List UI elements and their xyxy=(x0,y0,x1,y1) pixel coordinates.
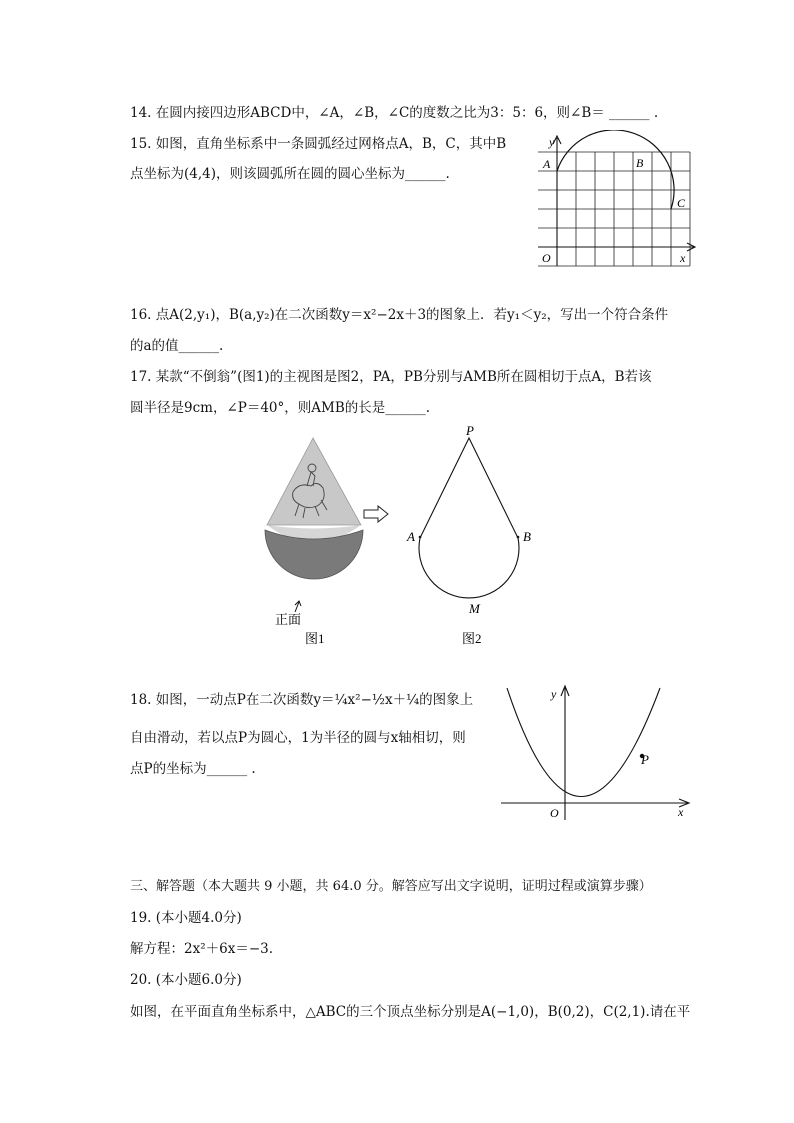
teardrop-outline xyxy=(419,438,519,598)
point-a xyxy=(419,536,422,539)
front-label: 正面 xyxy=(275,612,302,627)
q18-line2: 自由滑动，若以点P为圆心，1为半径的圆与x轴相切，则 xyxy=(130,730,466,746)
caption-fig2: 图2 xyxy=(462,631,482,646)
q17-line2: 圆半径是9cm，∠P＝40°，则AMB的长是______. xyxy=(130,400,431,416)
y-label: y xyxy=(551,687,557,701)
origin-label: O xyxy=(550,806,559,820)
q16-line1: 16. 点A(2,y₁)，B(a,y₂)在二次函数y＝x²−2x＋3的图象上．若y₁＜y₂，写出一个符合条件 xyxy=(130,307,669,323)
q19-body: 解方程：2x²＋6x＝−3. xyxy=(130,941,274,957)
x-label: x xyxy=(678,805,684,819)
y-label: y xyxy=(549,135,555,149)
q18-parabola-figure xyxy=(495,680,705,825)
q18-line3: 点P的坐标为______ . xyxy=(130,761,256,777)
q20-body: 如图，在平面直角坐标系中，△ABC的三个顶点坐标分别是A(−1,0)，B(0,2)，C(2,1).请在平 xyxy=(130,1004,691,1020)
grid-lines xyxy=(538,152,690,266)
x-label: x xyxy=(680,251,686,265)
q14-text: 14. 在圆内接四边形ABCD中，∠A，∠B，∠C的度数之比为3：5：6，则∠B＝ ______ . xyxy=(130,105,659,121)
point-p-label: P xyxy=(641,752,649,767)
point-b xyxy=(517,536,520,539)
q16-line2: 的a的值______. xyxy=(130,338,224,354)
point-p-label: P xyxy=(466,423,474,438)
circle-arc xyxy=(557,130,674,209)
teardrop-figure-2 xyxy=(400,420,540,650)
point-b-label: B xyxy=(523,529,531,544)
q15-grid-figure xyxy=(530,130,700,275)
tumbler-figure-1 xyxy=(255,430,380,650)
point-b-label: B xyxy=(636,156,644,170)
point-a-label: A xyxy=(543,157,551,171)
q20-title: 20. (本小题6.0分) xyxy=(130,972,242,988)
q17-line1: 17. 某款“不倒翁”(图1)的主视图是图2，PA，PB分别与AMB所在圆相切于点A，B若该 xyxy=(130,369,652,385)
transform-arrow xyxy=(362,505,390,523)
point-m-label: M xyxy=(469,601,480,616)
origin-label: O xyxy=(542,251,551,265)
point-a-label: A xyxy=(407,529,415,544)
caption-fig1: 图1 xyxy=(305,631,325,646)
q18-line1: 18. 如图，一动点P在二次函数y＝¼x²−½x＋¼的图象上 xyxy=(130,692,474,708)
q15-line1: 15. 如图，直角坐标系中一条圆弧经过网格点A，B，C，其中B xyxy=(130,136,507,152)
point-c-label: C xyxy=(677,196,686,210)
q19-title: 19. (本小题4.0分) xyxy=(130,910,242,926)
q15-line2: 点坐标为(4,4)，则该圆弧所在圆的圆心坐标为______. xyxy=(130,166,450,182)
parabola-curve xyxy=(507,688,660,797)
section-heading: 三、解答题（本大题共 9 小题，共 64.0 分。解答应写出文字说明，证明过程或演算步骤） xyxy=(130,879,652,894)
